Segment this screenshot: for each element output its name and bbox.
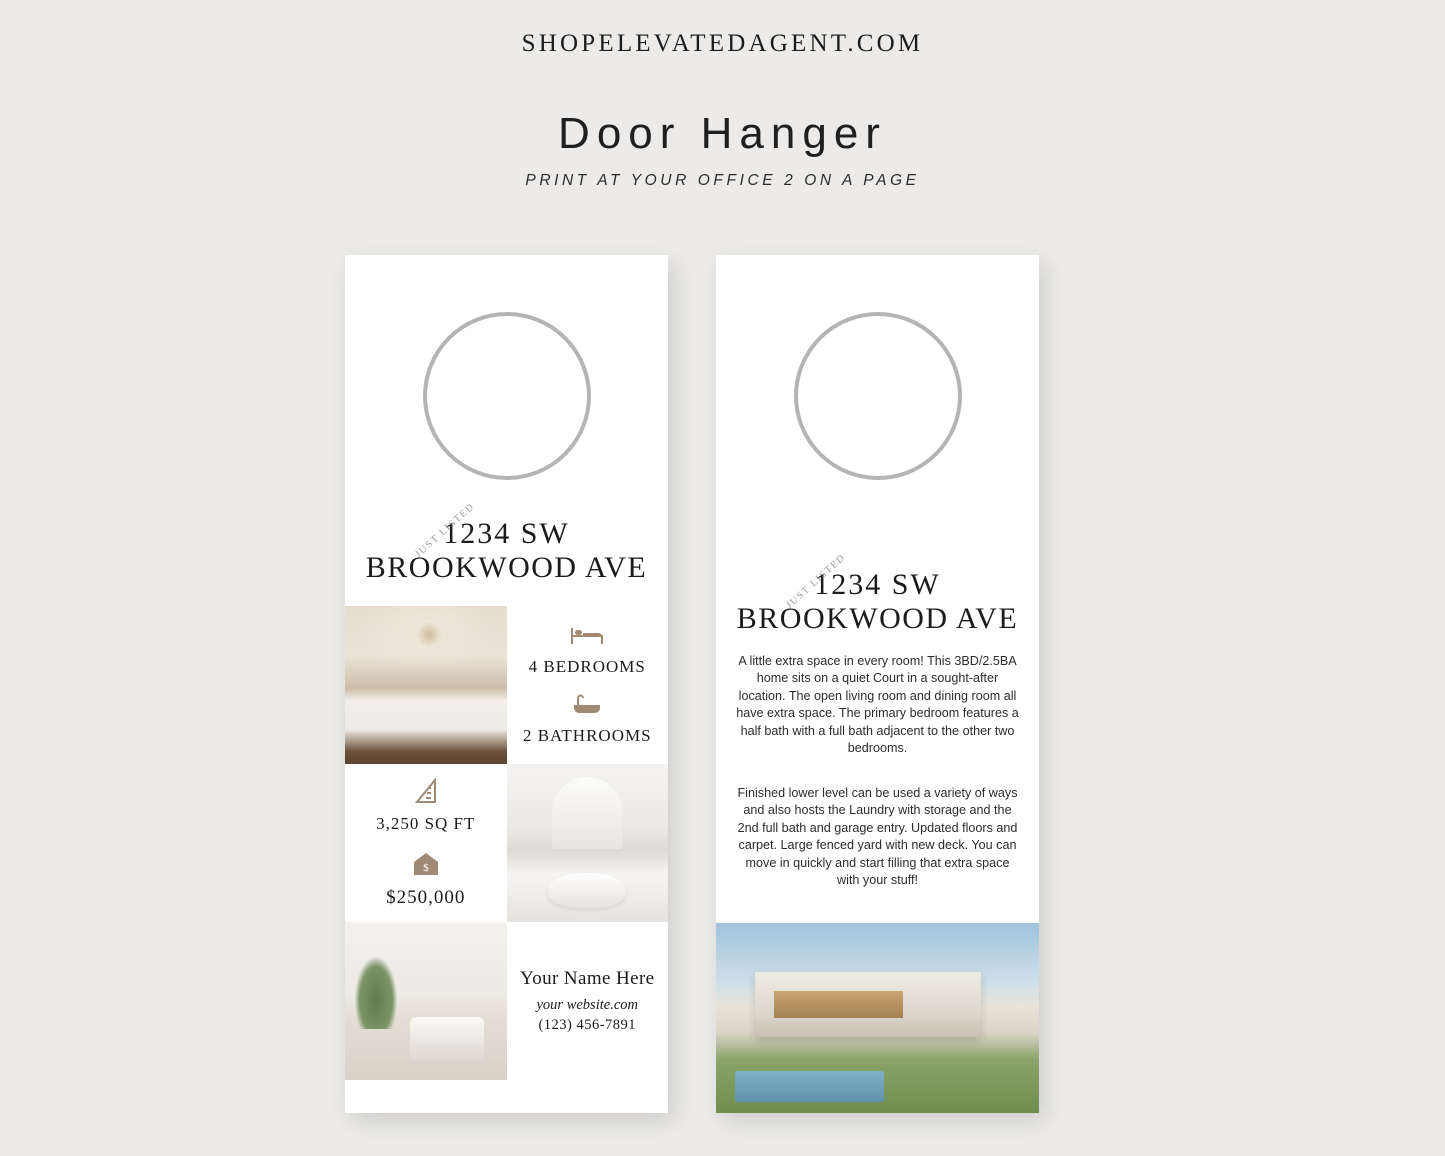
front-address-line1: 1234 SW: [443, 517, 570, 550]
bed-icon: [570, 624, 604, 653]
house-exterior-photo: [716, 923, 1039, 1113]
just-listed-badge: JUST LISTED: [784, 551, 848, 612]
sqft-label: 3,250 SQ FT: [376, 814, 476, 833]
description-paragraph-1: A little extra space in every room! This 3BD/2.5BA home sits on a quiet Court in a sought-after location. The open living room and dining room all have extra space. The primary bedroom features a half bath with a full bath adjacent to the other two bedrooms.: [736, 654, 1019, 755]
grid-row: [345, 922, 668, 1080]
back-address-line1: 1234 SW: [814, 568, 941, 601]
front-address-line2: BROOKWOOD AVE: [365, 550, 648, 584]
description-paragraph-2: Finished lower level can be used a variety of ways and also hosts the Laundry with storage and the 2nd full bath and garage entry. Updated floors and carpet. Large fenced yard with new deck. You can move in quickly and start filling that extra space with your stuff!: [737, 786, 1018, 887]
house-price-icon: [412, 850, 440, 883]
page-title: Door Hanger: [558, 109, 887, 158]
grid-row: [345, 606, 668, 764]
bed-bath-stats: [507, 606, 669, 764]
door-hanger-front: [345, 255, 668, 1113]
bathtub-icon: [571, 693, 603, 722]
agent-name: Your Name Here: [519, 968, 655, 989]
grid-row: [345, 764, 668, 922]
price-label: $250,000: [386, 887, 466, 908]
bedrooms-label: 4 BEDROOMS: [528, 657, 646, 676]
living-room-photo: [345, 922, 507, 1080]
just-listed-badge: JUST LISTED: [413, 500, 477, 561]
back-address-line2: BROOKWOOD AVE: [736, 601, 1019, 635]
bathrooms-label: 2 BATHROOMS: [522, 726, 652, 745]
agent-phone[interactable]: (123) 456-7891: [538, 1017, 637, 1033]
contact-block: [507, 922, 669, 1080]
door-knob-cutout-icon: [423, 312, 591, 480]
front-photo-grid: [345, 606, 668, 1080]
front-address-block: [345, 500, 668, 584]
site-url: SHOPELEVATEDAGENT.COM: [521, 30, 924, 57]
door-knob-cutout-icon: [794, 312, 962, 480]
size-price-stats: [345, 764, 507, 922]
bathroom-photo: [507, 764, 669, 922]
agent-website[interactable]: your website.com: [536, 997, 638, 1013]
door-hanger-back: [716, 255, 1039, 1113]
page-subtitle: PRINT AT YOUR OFFICE 2 ON A PAGE: [525, 172, 920, 189]
bedroom-photo: [345, 606, 507, 764]
ruler-icon: [411, 777, 441, 810]
back-address-block: [716, 551, 1039, 635]
svg-text:$: $: [423, 862, 429, 874]
